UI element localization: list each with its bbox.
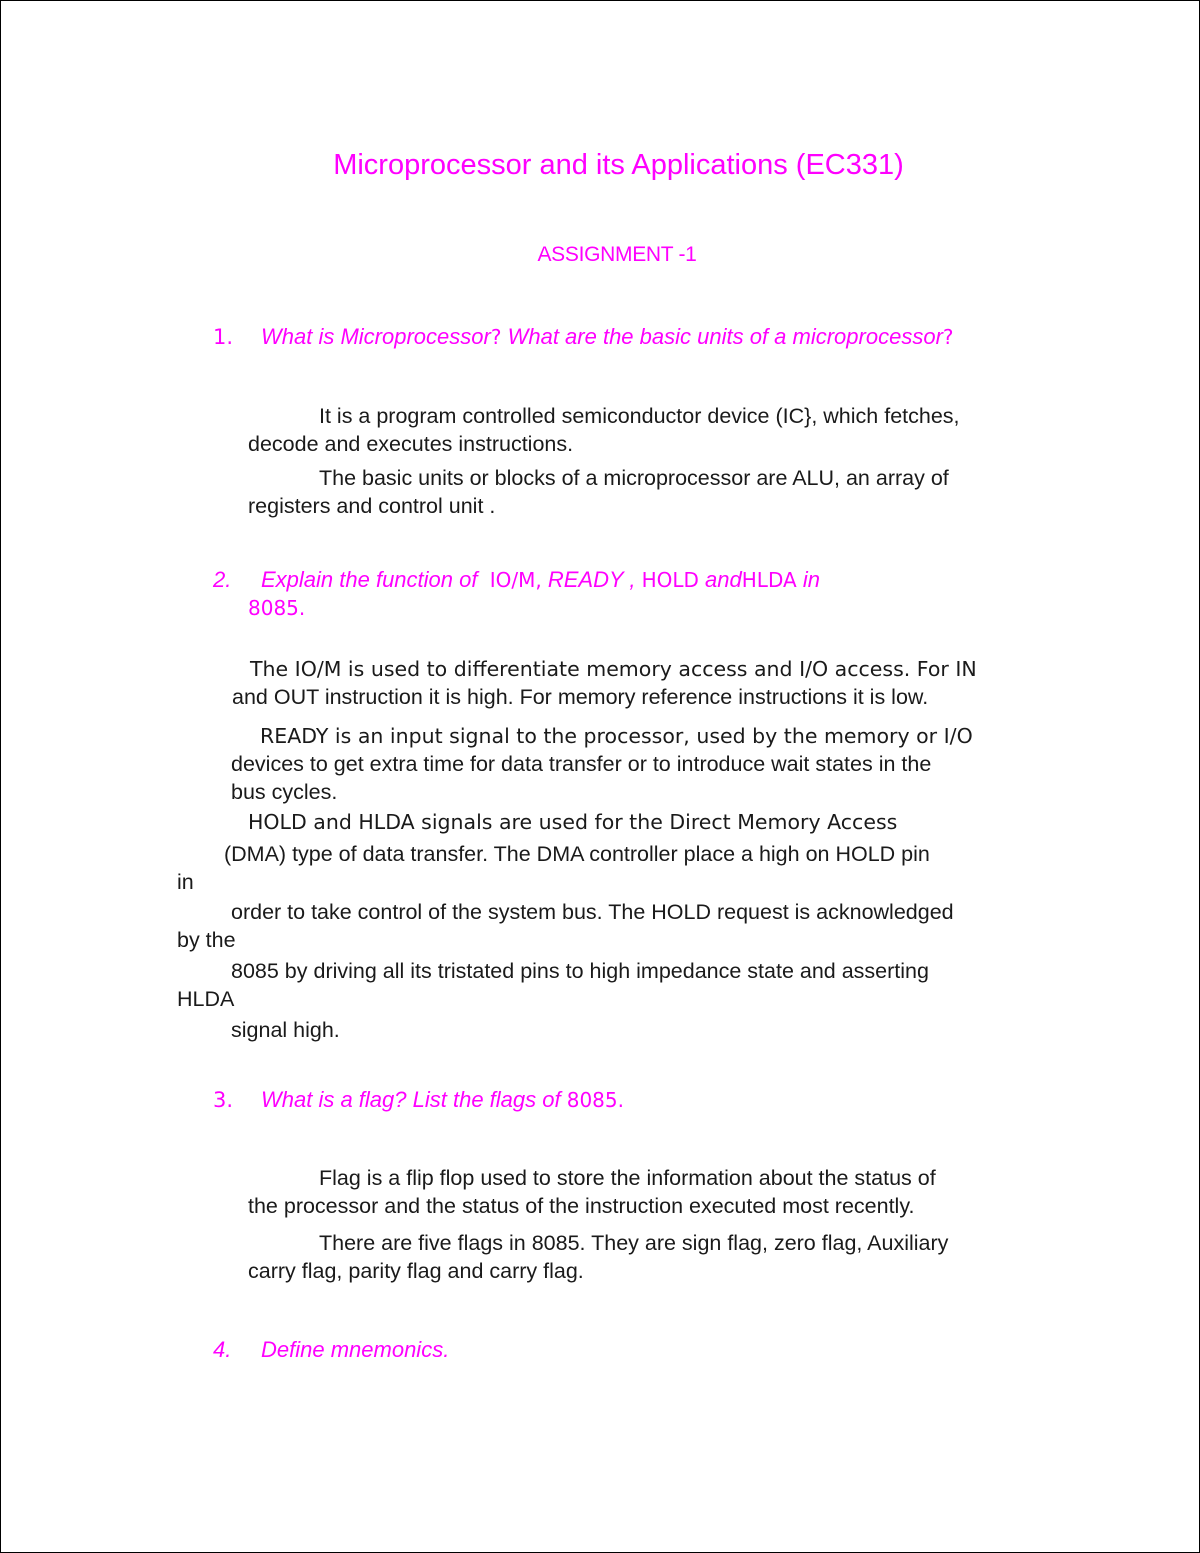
answer-3-line: carry flag, parity flag and carry flag.	[248, 1259, 584, 1283]
question-text-part: 8085.	[566, 1088, 624, 1112]
question-4	[213, 1336, 613, 1366]
question-text	[261, 1336, 449, 1364]
answer-3-line: Flag is a flip flop used to store the information about the status of	[319, 1166, 936, 1190]
question-text-part: in	[802, 567, 820, 592]
signal-hold: HOLD	[641, 568, 699, 592]
question-mark: ?	[942, 325, 954, 349]
answer-3-line: the processor and the status of the instruction executed most recently.	[248, 1194, 915, 1218]
document-title: Microprocessor and its Applications (EC331)	[333, 149, 904, 181]
answer-2-line: bus cycles.	[231, 780, 338, 804]
assignment-heading: ASSIGNMENT -1	[537, 243, 697, 266]
answer-2-line: order to take control of the system bus. The HOLD request is acknowledged	[231, 900, 954, 924]
answer-3-line: There are five flags in 8085. They are sign flag, zero flag, Auxiliary	[319, 1231, 949, 1255]
question-text	[261, 323, 954, 351]
question-text-part: What is a flag? List the flags of	[261, 1087, 561, 1112]
question-3	[213, 1086, 813, 1116]
answer-2-line: The IO/M is used to differentiate memory access and I/O access. For IN	[250, 657, 977, 681]
question-text-part: Define mnemonics.	[261, 1337, 450, 1362]
answer-2-line: by the	[177, 928, 236, 952]
answer-1-line: The basic units or blocks of a microprocessor are ALU, an array of	[319, 466, 949, 490]
signal-ready: READY ,	[547, 567, 636, 592]
signal-hlda: HLDA	[741, 568, 797, 592]
question-text-part: What are the basic units of a microprocessor	[507, 324, 943, 349]
answer-2-line: HOLD and HLDA signals are used for the Direct Memory Access	[248, 810, 898, 834]
signal-io-m: IO/M,	[489, 568, 542, 592]
answer-2-line: in	[177, 870, 194, 894]
question-text-part: 8085.	[248, 596, 306, 620]
question-number: 2.	[213, 567, 232, 592]
question-number: 3.	[213, 1088, 234, 1112]
answer-2-line: (DMA) type of data transfer. The DMA controller place a high on HOLD pin	[224, 842, 930, 866]
question-mark: ?	[490, 325, 502, 349]
answer-2-line: 8085 by driving all its tristated pins to high impedance state and asserting	[231, 959, 929, 983]
question-2	[213, 566, 913, 596]
question-text	[261, 566, 820, 594]
answer-1-line: registers and control unit .	[248, 494, 496, 518]
answer-2-line: HLDA	[177, 987, 235, 1011]
answer-2-line: and OUT instruction it is high. For memory reference instructions it is low.	[232, 685, 929, 709]
question-number: 4.	[213, 1337, 232, 1362]
answer-1-line: It is a program controlled semiconductor device (IC}, which fetches,	[319, 404, 960, 428]
question-text-part: Explain the function of	[261, 567, 478, 592]
answer-2-line: signal high.	[231, 1018, 340, 1042]
question-text-part: and	[705, 567, 742, 592]
answer-2-line: READY is an input signal to the processor, used by the memory or I/O	[260, 724, 973, 748]
question-number: 1.	[213, 325, 234, 349]
question-2-continuation	[248, 594, 305, 622]
answer-1-line: decode and executes instructions.	[248, 432, 574, 456]
question-text-part: What is Microprocessor	[261, 324, 491, 349]
question-text	[261, 1086, 624, 1114]
question-1	[213, 323, 1013, 353]
answer-2-line: devices to get extra time for data transfer or to introduce wait states in the	[231, 752, 932, 776]
